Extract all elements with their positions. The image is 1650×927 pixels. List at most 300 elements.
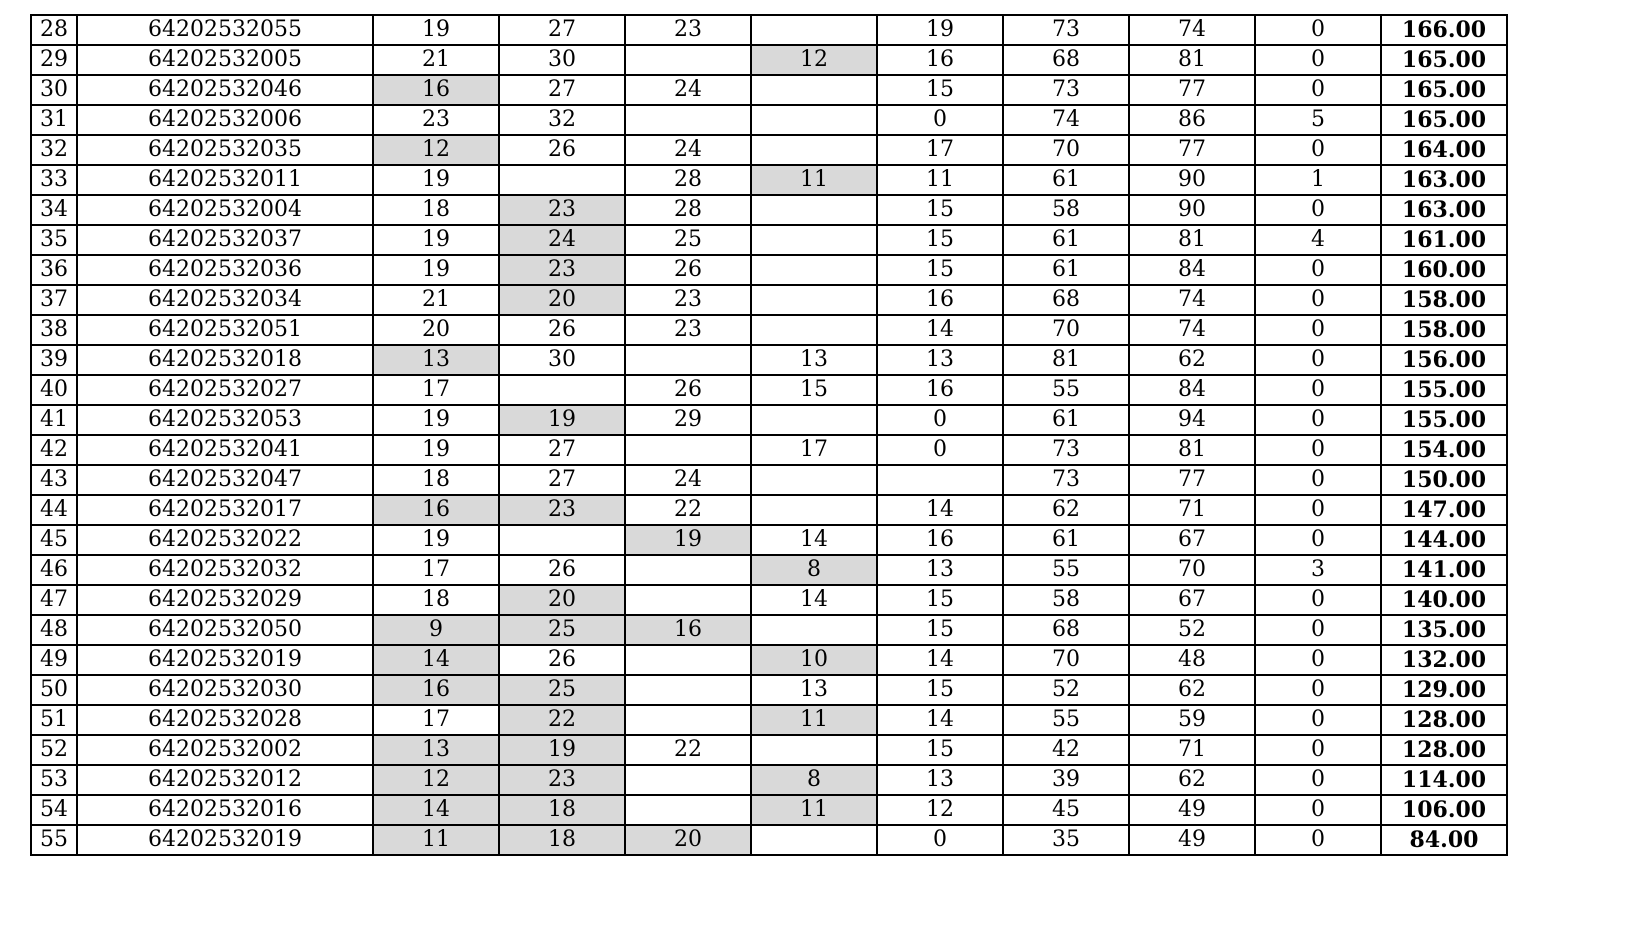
score-cell: 13 [877,345,1003,375]
score-cell: 10 [751,645,877,675]
score-cell: 70 [1003,645,1129,675]
rank-cell: 41 [31,405,77,435]
score-cell: 61 [1003,525,1129,555]
score-cell: 19 [373,165,499,195]
score-cell: 15 [877,585,1003,615]
score-cell: 32 [499,105,625,135]
total-cell: 155.00 [1381,375,1507,405]
student-id-cell: 64202532029 [77,585,373,615]
score-cell: 24 [625,465,751,495]
total-cell: 84.00 [1381,825,1507,855]
table-row [31,405,1507,435]
score-cell: 14 [877,315,1003,345]
score-cell: 19 [499,735,625,765]
score-cell: 26 [499,555,625,585]
student-id-cell: 64202532011 [77,165,373,195]
table-row [31,105,1507,135]
score-cell: 81 [1129,45,1255,75]
student-id-cell: 64202532035 [77,135,373,165]
total-cell: 165.00 [1381,75,1507,105]
student-id-cell: 64202532037 [77,225,373,255]
score-cell: 0 [1255,495,1381,525]
score-cell: 16 [373,495,499,525]
table-row [31,615,1507,645]
score-cell: 90 [1129,165,1255,195]
rank-cell: 37 [31,285,77,315]
rank-cell: 36 [31,255,77,285]
rank-cell: 28 [31,15,77,45]
score-cell [751,195,877,225]
table-row [31,555,1507,585]
score-cell: 13 [877,555,1003,585]
table-row [31,285,1507,315]
rank-cell: 35 [31,225,77,255]
score-cell: 0 [1255,615,1381,645]
student-id-cell: 64202532041 [77,435,373,465]
student-id-cell: 64202532019 [77,825,373,855]
score-cell: 52 [1129,615,1255,645]
student-id-cell: 64202532017 [77,495,373,525]
score-cell: 0 [1255,405,1381,435]
score-cell: 16 [877,375,1003,405]
score-cell: 14 [373,795,499,825]
score-cell: 29 [625,405,751,435]
score-cell: 19 [373,255,499,285]
score-cell: 74 [1129,315,1255,345]
student-id-cell: 64202532028 [77,705,373,735]
total-cell: 132.00 [1381,645,1507,675]
score-cell: 94 [1129,405,1255,435]
score-cell: 52 [1003,675,1129,705]
score-cell: 18 [373,465,499,495]
score-cell: 15 [877,735,1003,765]
score-cell: 15 [877,75,1003,105]
total-cell: 128.00 [1381,735,1507,765]
score-cell: 55 [1003,375,1129,405]
student-id-cell: 64202532012 [77,765,373,795]
score-cell: 24 [499,225,625,255]
score-cell: 22 [625,735,751,765]
score-cell: 27 [499,435,625,465]
score-cell [499,525,625,555]
score-cell: 19 [373,15,499,45]
rank-cell: 53 [31,765,77,795]
score-cell: 16 [877,45,1003,75]
score-cell: 26 [499,315,625,345]
score-cell: 73 [1003,75,1129,105]
rank-cell: 46 [31,555,77,585]
student-id-cell: 64202532047 [77,465,373,495]
score-cell: 0 [1255,525,1381,555]
score-cell: 20 [373,315,499,345]
score-cell: 0 [877,405,1003,435]
score-cell: 27 [499,15,625,45]
score-cell: 67 [1129,585,1255,615]
score-cell: 11 [373,825,499,855]
score-cell: 73 [1003,465,1129,495]
score-cell: 0 [1255,465,1381,495]
score-cell [751,465,877,495]
score-cell: 67 [1129,525,1255,555]
rank-cell: 49 [31,645,77,675]
score-cell [751,825,877,855]
score-cell: 81 [1129,225,1255,255]
score-cell: 70 [1003,315,1129,345]
total-cell: 163.00 [1381,165,1507,195]
score-cell: 23 [499,495,625,525]
table-row [31,45,1507,75]
score-cell [625,645,751,675]
total-cell: 129.00 [1381,675,1507,705]
rank-cell: 30 [31,75,77,105]
table-row [31,135,1507,165]
total-cell: 106.00 [1381,795,1507,825]
score-cell: 19 [373,525,499,555]
total-cell: 161.00 [1381,225,1507,255]
score-cell: 0 [877,105,1003,135]
score-cell: 23 [373,105,499,135]
results-table [30,14,1508,856]
score-cell: 62 [1129,675,1255,705]
total-cell: 141.00 [1381,555,1507,585]
score-cell: 55 [1003,555,1129,585]
score-cell: 25 [625,225,751,255]
rank-cell: 34 [31,195,77,225]
score-cell: 77 [1129,135,1255,165]
table-row [31,195,1507,225]
score-cell [499,375,625,405]
table-row [31,765,1507,795]
score-cell [499,165,625,195]
score-cell: 19 [499,405,625,435]
score-cell: 81 [1003,345,1129,375]
score-cell: 17 [877,135,1003,165]
table-row [31,165,1507,195]
table-row [31,645,1507,675]
total-cell: 135.00 [1381,615,1507,645]
rank-cell: 40 [31,375,77,405]
total-cell: 163.00 [1381,195,1507,225]
table-row [31,435,1507,465]
student-id-cell: 64202532053 [77,405,373,435]
results-table-body [31,15,1507,855]
score-cell: 70 [1003,135,1129,165]
score-cell [751,15,877,45]
score-cell: 8 [751,555,877,585]
score-cell: 19 [373,405,499,435]
score-cell: 17 [373,555,499,585]
rank-cell: 48 [31,615,77,645]
score-cell: 12 [877,795,1003,825]
score-cell [625,765,751,795]
score-cell: 13 [877,765,1003,795]
student-id-cell: 64202532032 [77,555,373,585]
score-cell: 74 [1129,15,1255,45]
total-cell: 147.00 [1381,495,1507,525]
student-id-cell: 64202532055 [77,15,373,45]
total-cell: 128.00 [1381,705,1507,735]
table-row [31,585,1507,615]
score-cell: 62 [1129,345,1255,375]
score-cell: 16 [625,615,751,645]
score-cell: 73 [1003,435,1129,465]
score-cell: 14 [877,645,1003,675]
score-cell: 48 [1129,645,1255,675]
table-row [31,495,1507,525]
score-cell: 23 [499,765,625,795]
score-cell: 74 [1003,105,1129,135]
score-cell [751,225,877,255]
table-row [31,75,1507,105]
score-cell: 15 [877,255,1003,285]
score-cell: 26 [499,645,625,675]
total-cell: 150.00 [1381,465,1507,495]
score-cell: 0 [1255,45,1381,75]
score-cell: 12 [373,135,499,165]
score-cell: 23 [625,15,751,45]
score-cell: 14 [751,525,877,555]
score-cell: 19 [373,435,499,465]
student-id-cell: 64202532034 [77,285,373,315]
score-cell: 22 [499,705,625,735]
score-cell: 0 [1255,795,1381,825]
score-cell: 20 [499,285,625,315]
score-cell [625,435,751,465]
score-cell: 61 [1003,165,1129,195]
score-cell: 30 [499,345,625,375]
student-id-cell: 64202532046 [77,75,373,105]
score-cell [625,555,751,585]
score-cell: 27 [499,75,625,105]
student-id-cell: 64202532050 [77,615,373,645]
total-cell: 165.00 [1381,105,1507,135]
score-cell: 14 [877,495,1003,525]
score-cell: 62 [1003,495,1129,525]
score-cell: 27 [499,465,625,495]
score-cell: 0 [1255,345,1381,375]
total-cell: 155.00 [1381,405,1507,435]
score-cell: 18 [373,195,499,225]
score-cell: 81 [1129,435,1255,465]
score-cell: 13 [373,345,499,375]
table-row [31,255,1507,285]
score-cell [625,705,751,735]
score-cell [751,255,877,285]
score-cell: 84 [1129,255,1255,285]
score-cell: 24 [625,75,751,105]
score-cell: 16 [877,285,1003,315]
table-row [31,735,1507,765]
score-cell: 16 [877,525,1003,555]
score-cell: 17 [373,375,499,405]
total-cell: 158.00 [1381,285,1507,315]
student-id-cell: 64202532006 [77,105,373,135]
total-cell: 144.00 [1381,525,1507,555]
score-cell: 18 [499,795,625,825]
score-cell [751,615,877,645]
rank-cell: 42 [31,435,77,465]
score-cell: 59 [1129,705,1255,735]
score-cell: 11 [751,795,877,825]
score-cell: 15 [877,195,1003,225]
score-cell: 28 [625,195,751,225]
rank-cell: 55 [31,825,77,855]
table-row [31,375,1507,405]
student-id-cell: 64202532005 [77,45,373,75]
score-cell: 35 [1003,825,1129,855]
score-cell: 14 [751,585,877,615]
score-cell: 28 [625,165,751,195]
score-cell: 11 [751,705,877,735]
table-row [31,795,1507,825]
score-cell: 25 [499,615,625,645]
total-cell: 154.00 [1381,435,1507,465]
table-row [31,465,1507,495]
rank-cell: 50 [31,675,77,705]
rank-cell: 54 [31,795,77,825]
total-cell: 166.00 [1381,15,1507,45]
rank-cell: 52 [31,735,77,765]
score-cell: 55 [1003,705,1129,735]
score-cell: 30 [499,45,625,75]
score-cell: 23 [625,315,751,345]
score-cell: 0 [1255,675,1381,705]
score-cell: 14 [877,705,1003,735]
score-cell: 49 [1129,825,1255,855]
score-cell: 61 [1003,225,1129,255]
score-cell: 49 [1129,795,1255,825]
score-cell [751,135,877,165]
score-cell: 19 [373,225,499,255]
total-cell: 114.00 [1381,765,1507,795]
table-row [31,705,1507,735]
table-row [31,675,1507,705]
score-cell: 74 [1129,285,1255,315]
score-cell: 20 [625,825,751,855]
score-cell: 18 [373,585,499,615]
score-cell: 0 [1255,315,1381,345]
score-cell: 0 [1255,15,1381,45]
score-cell: 71 [1129,735,1255,765]
total-cell: 156.00 [1381,345,1507,375]
score-cell: 21 [373,45,499,75]
table-row [31,345,1507,375]
score-cell: 19 [625,525,751,555]
score-cell: 16 [373,675,499,705]
student-id-cell: 64202532022 [77,525,373,555]
score-cell: 15 [877,675,1003,705]
score-cell: 23 [499,255,625,285]
table-row [31,825,1507,855]
score-cell [625,795,751,825]
score-cell: 77 [1129,465,1255,495]
student-id-cell: 64202532030 [77,675,373,705]
score-cell: 11 [751,165,877,195]
score-cell: 26 [625,375,751,405]
rank-cell: 29 [31,45,77,75]
score-cell: 17 [751,435,877,465]
score-cell: 4 [1255,225,1381,255]
score-cell: 68 [1003,285,1129,315]
score-cell [751,105,877,135]
student-id-cell: 64202532051 [77,315,373,345]
score-cell: 45 [1003,795,1129,825]
score-cell [625,45,751,75]
rank-cell: 43 [31,465,77,495]
score-cell: 58 [1003,585,1129,615]
score-cell: 61 [1003,255,1129,285]
score-cell: 22 [625,495,751,525]
student-id-cell: 64202532019 [77,645,373,675]
score-cell: 70 [1129,555,1255,585]
rank-cell: 33 [31,165,77,195]
score-cell: 0 [1255,375,1381,405]
score-cell: 90 [1129,195,1255,225]
score-cell [625,105,751,135]
score-cell: 0 [1255,735,1381,765]
score-cell: 25 [499,675,625,705]
score-cell [751,405,877,435]
score-cell: 0 [877,825,1003,855]
score-cell: 23 [499,195,625,225]
score-cell: 23 [625,285,751,315]
score-cell: 0 [1255,645,1381,675]
score-cell: 68 [1003,45,1129,75]
score-cell: 68 [1003,615,1129,645]
rank-cell: 38 [31,315,77,345]
score-cell [625,585,751,615]
score-cell: 26 [499,135,625,165]
score-cell: 19 [877,15,1003,45]
rank-cell: 32 [31,135,77,165]
student-id-cell: 64202532002 [77,735,373,765]
score-cell: 11 [877,165,1003,195]
score-cell: 13 [751,345,877,375]
score-cell: 14 [373,645,499,675]
total-cell: 164.00 [1381,135,1507,165]
score-cell: 73 [1003,15,1129,45]
rank-cell: 45 [31,525,77,555]
score-cell [751,495,877,525]
score-cell: 17 [373,705,499,735]
score-cell: 18 [499,825,625,855]
score-cell [751,735,877,765]
score-cell: 12 [373,765,499,795]
score-cell: 24 [625,135,751,165]
score-cell: 42 [1003,735,1129,765]
score-cell: 1 [1255,165,1381,195]
total-cell: 165.00 [1381,45,1507,75]
score-cell: 0 [1255,705,1381,735]
score-cell: 20 [499,585,625,615]
score-cell: 16 [373,75,499,105]
student-id-cell: 64202532016 [77,795,373,825]
score-cell: 61 [1003,405,1129,435]
score-cell: 0 [1255,435,1381,465]
score-cell [877,465,1003,495]
total-cell: 140.00 [1381,585,1507,615]
score-cell: 3 [1255,555,1381,585]
student-id-cell: 64202532018 [77,345,373,375]
score-cell: 9 [373,615,499,645]
score-cell: 13 [373,735,499,765]
rank-cell: 44 [31,495,77,525]
score-cell: 0 [1255,75,1381,105]
score-cell: 0 [877,435,1003,465]
rank-cell: 51 [31,705,77,735]
score-cell: 5 [1255,105,1381,135]
table-row [31,315,1507,345]
